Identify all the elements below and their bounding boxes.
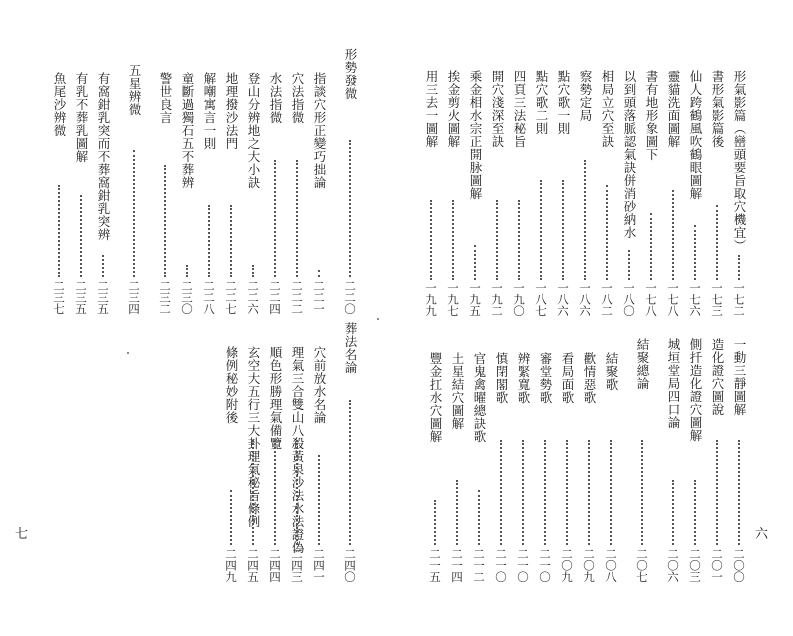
page-number: 二四一	[312, 548, 326, 583]
toc-entry[interactable]	[93, 0, 113, 636]
entry-title: 穴法指微	[290, 72, 305, 124]
page-number: 二一〇	[516, 548, 530, 583]
toc-entry[interactable]	[221, 0, 241, 636]
page-number: 二三五	[96, 280, 110, 315]
leader-dots	[80, 195, 82, 277]
entry-title: 造化證穴圖說	[710, 338, 725, 416]
page-number: 二〇一	[710, 548, 724, 583]
leader-dots	[133, 150, 135, 277]
page-number: 一七八	[644, 282, 658, 317]
entry-title: 童斷過獨石五不葬辨	[180, 72, 195, 189]
page-number: 一九七	[446, 282, 460, 317]
page-number: 二二一	[312, 280, 326, 315]
entry-title: 結聚歌	[604, 352, 619, 391]
toc-entry[interactable]	[309, 0, 329, 636]
toc-entry[interactable]	[632, 0, 652, 636]
leader-dots	[500, 440, 502, 545]
entry-title: 解嘲寓言一則	[202, 72, 217, 150]
entry-title: 土星結穴圖解	[450, 352, 465, 430]
toc-entry[interactable]	[71, 0, 91, 636]
page-number: 一八二	[600, 282, 614, 317]
entry-title: 豐金扛水穴圖解	[428, 352, 443, 443]
entry-title: 側扦造化證穴圖解	[688, 338, 703, 442]
entry-title: 察勢定局	[578, 70, 593, 122]
entry-title: 形氣影篇（巒頭要旨取穴機宜）	[732, 70, 747, 252]
toc-entry[interactable]	[535, 0, 555, 636]
toc-entry[interactable]	[663, 0, 683, 636]
entry-title: 有窩鉗乳突而不葬窩鉗乳突辨	[96, 72, 111, 241]
toc-entry[interactable]	[155, 0, 175, 636]
leader-dots	[641, 440, 643, 545]
entry-title: 結聚總論	[635, 338, 650, 390]
leader-dots	[478, 490, 480, 545]
toc-entry[interactable]	[685, 0, 705, 636]
toc-entry[interactable]	[557, 0, 577, 636]
page-number: 二二二	[290, 280, 304, 315]
toc-entry[interactable]	[265, 0, 285, 636]
leader-dots	[566, 440, 568, 545]
entry-title: 玄空大五行三大卦理氣秘旨條例	[246, 346, 261, 528]
toc-entry[interactable]	[729, 0, 749, 636]
entry-title: 一動三靜圖解	[732, 338, 747, 416]
page-number: 二〇三	[688, 548, 702, 583]
toc-entry[interactable]	[425, 0, 445, 636]
leader-dots	[694, 480, 696, 545]
entry-title: 水法指微	[268, 72, 283, 124]
leader-dots	[610, 440, 612, 545]
entry-title: 登山分辨地之大小訣	[246, 72, 261, 189]
entry-title: 辨緊寬歌	[516, 352, 531, 404]
page-number: 二四五	[246, 548, 260, 583]
page-number: 二一五	[428, 548, 442, 583]
page-number: 二一二	[472, 548, 486, 583]
page-number: 二三七	[52, 280, 66, 315]
page-number: 二〇〇	[732, 548, 746, 583]
page-number: 二〇七	[635, 548, 649, 583]
page-number: 二二六	[246, 280, 260, 315]
scan-speck	[127, 352, 129, 354]
page-number: 一八六	[578, 282, 592, 317]
leader-dots	[738, 440, 740, 545]
page-number: 二〇九	[560, 548, 574, 583]
page-number: 一八〇	[622, 282, 636, 317]
entry-title: 穴前放水名論	[312, 346, 327, 424]
toc-entry[interactable]	[469, 0, 489, 636]
entry-title: 警世良言	[158, 72, 173, 124]
page-number: 二四〇	[343, 548, 357, 583]
leader-dots	[434, 500, 436, 545]
leader-dots	[318, 455, 320, 545]
page-number: 二〇八	[604, 548, 618, 583]
leader-dots	[588, 440, 590, 545]
entry-title: 順色形勝理氣備覽	[268, 346, 283, 450]
entry-title: 葬法名論	[343, 322, 358, 374]
page-number: 二二七	[224, 280, 238, 315]
page-number: 一九五	[468, 282, 482, 317]
page-number: 一九〇	[512, 282, 526, 317]
toc-entry[interactable]	[49, 0, 69, 636]
leader-dots	[230, 490, 232, 545]
entry-title: 理氣三合雙山八殺黃泉沙法水法證偽	[290, 346, 305, 554]
entry-title: 魚尾沙辨微	[52, 72, 67, 137]
entry-title: 點穴歌二則	[534, 70, 549, 135]
leader-dots	[102, 255, 104, 277]
entry-title: 四頁三法秘旨	[512, 70, 527, 148]
toc-entry[interactable]	[287, 0, 307, 636]
page-number: 二四三	[290, 548, 304, 583]
page-number: 一八七	[534, 282, 548, 317]
entry-title: 以到頭落脈認氣訣併消砂納水	[622, 70, 637, 239]
entry-title: 乘金相水宗正開脉圖解	[468, 70, 483, 200]
entry-title: 仙人跨鶴風吹鶴眼圖解	[688, 70, 703, 200]
toc-entry[interactable]	[199, 0, 219, 636]
page-number-left: 七	[15, 527, 29, 542]
page-number: 二一四	[450, 548, 464, 583]
toc-entry[interactable]	[491, 0, 511, 636]
page-number: 二四四	[268, 548, 282, 583]
entry-title: 靈貓洗面圖解	[666, 70, 681, 148]
toc-entry[interactable]	[707, 0, 727, 636]
entry-title: 看局面歌	[560, 352, 575, 404]
toc-entry[interactable]	[340, 0, 360, 636]
leader-dots	[208, 205, 210, 277]
entry-title: 指談穴形正變巧拙論	[312, 72, 327, 189]
entry-title: 慎閉閣歌	[494, 352, 509, 404]
entry-title: 挨金剪火圖解	[446, 70, 461, 148]
toc-entry[interactable]	[243, 0, 263, 636]
toc-entry[interactable]	[447, 0, 467, 636]
leader-dots	[186, 265, 188, 277]
page-number: 二〇六	[666, 548, 680, 583]
entry-title: 點穴歌一則	[556, 70, 571, 135]
leader-dots	[58, 185, 60, 277]
page-number: 二三五	[74, 280, 88, 315]
page-number: 二三二	[158, 280, 172, 315]
leader-dots	[672, 480, 674, 545]
leader-dots	[456, 480, 458, 545]
entry-title: 條例秘妙附後	[224, 346, 239, 424]
leader-dots	[628, 250, 630, 280]
page-number: 一七二	[732, 282, 746, 317]
page-number: 一七八	[666, 282, 680, 317]
toc-entry[interactable]	[177, 0, 197, 636]
leader-dots	[716, 440, 718, 545]
toc-entry[interactable]	[513, 0, 533, 636]
leader-dots	[164, 165, 166, 277]
page-number: 二四九	[224, 548, 238, 583]
entry-title: 相局立穴至訣	[600, 70, 615, 148]
leader-dots	[544, 440, 546, 545]
entry-title: 歡情惡歌	[582, 352, 597, 404]
page-number: 二一〇	[494, 548, 508, 583]
page-number-right: 六	[755, 527, 769, 542]
leader-dots	[296, 440, 298, 545]
leader-dots	[274, 440, 276, 545]
entry-title: 地理撥沙法門	[224, 72, 239, 150]
toc-entry[interactable]	[601, 0, 621, 636]
page-number: 一七三	[710, 282, 724, 317]
scan-speck	[377, 318, 379, 320]
toc-entry[interactable]	[124, 0, 144, 636]
entry-title: 審堂勢歌	[538, 352, 553, 404]
entry-title: 開穴淺深至訣	[490, 70, 505, 148]
entry-title: 五星辨微	[127, 64, 142, 116]
page-number: 一七六	[688, 282, 702, 317]
entry-title: 有乳不葬乳圖解	[74, 72, 89, 163]
page-number: 二二〇	[343, 280, 357, 315]
entry-title: 官鬼禽曜總訣歌	[472, 352, 487, 443]
page-number: 一九九	[424, 282, 438, 317]
page-number: 二三四	[127, 280, 141, 315]
page-number: 二二八	[202, 280, 216, 315]
entry-title: 城垣堂局四口論	[666, 338, 681, 429]
entry-title: 用三去一圖解	[424, 70, 439, 148]
page-number: 二三〇	[180, 280, 194, 315]
leader-dots	[252, 440, 254, 545]
page-number: 一八六	[556, 282, 570, 317]
page-number: 二〇九	[582, 548, 596, 583]
leader-dots	[522, 440, 524, 545]
page-number: 二一〇	[538, 548, 552, 583]
page-number: 一九二	[490, 282, 504, 317]
leader-dots	[349, 400, 351, 545]
entry-title: 形勢發微	[343, 48, 358, 100]
entry-title: 書形氣影篇後	[710, 70, 725, 148]
page-number: 二二四	[268, 280, 282, 315]
toc-entry[interactable]	[579, 0, 599, 636]
entry-title: 書有地形象圖下	[644, 70, 659, 161]
